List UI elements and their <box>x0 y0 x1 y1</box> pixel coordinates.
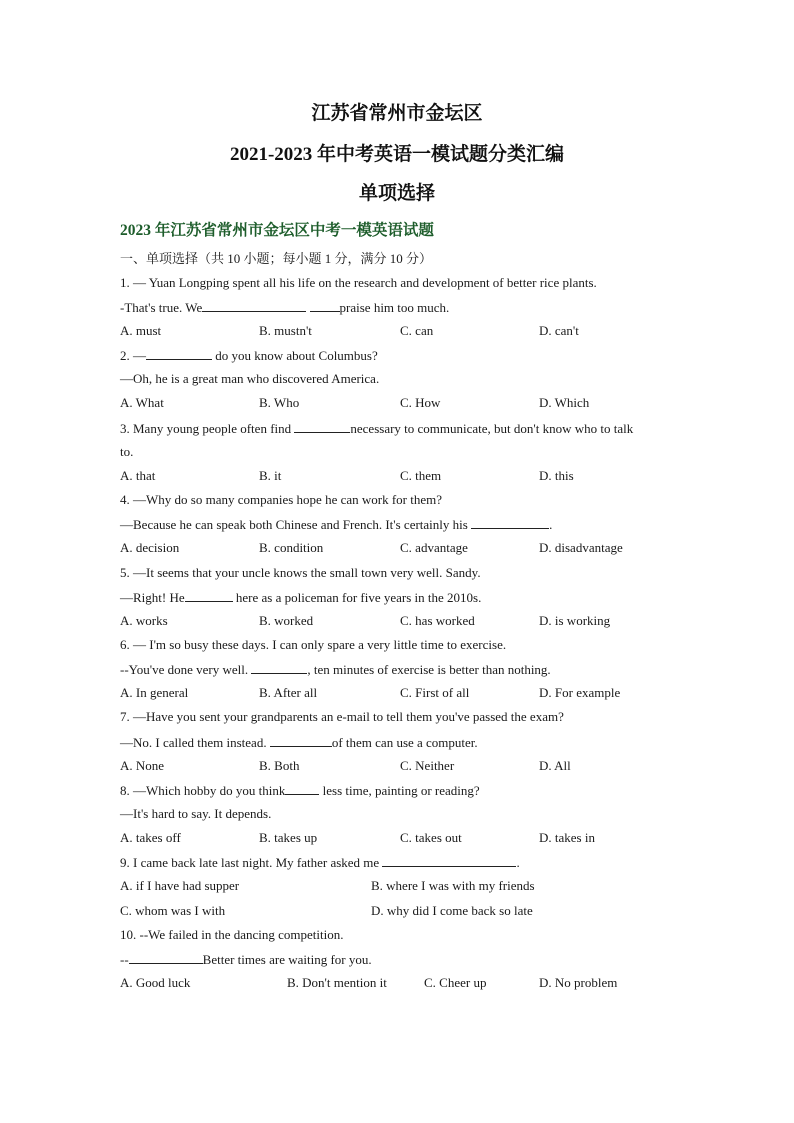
question-2-reply: —Oh, he is a great man who discovered America. <box>120 371 380 386</box>
option-b: B. Both <box>259 758 300 773</box>
question-1-reply-pre: -That's true. We <box>120 300 203 315</box>
title-region: 江苏省常州市金坛区 <box>311 103 483 124</box>
answer-blank <box>310 299 340 312</box>
option-b: B. where I was with my friends <box>371 878 535 893</box>
answer-blank <box>270 734 332 747</box>
question-5-reply <box>120 589 481 606</box>
question-9-stem <box>120 854 520 871</box>
answer-blank <box>471 516 549 529</box>
option-b: B. After all <box>259 685 318 700</box>
option-d: D. For example <box>539 685 621 700</box>
option-b: B. it <box>259 468 282 483</box>
question-7-reply <box>120 734 478 751</box>
option-c: C. First of all <box>400 685 470 700</box>
title-main: 2021-2023 年中考英语一模试题分类汇编 <box>229 144 565 165</box>
answer-blank <box>251 661 307 674</box>
question-10-stem: 10. --We failed in the dancing competition. <box>120 927 344 942</box>
option-a: A. must <box>120 323 162 338</box>
option-b: B. Who <box>259 395 300 410</box>
option-d: D. why did I come back so late <box>371 903 533 918</box>
question-4-post: . <box>549 517 553 532</box>
question-4-reply <box>120 516 552 533</box>
option-d: D. No problem <box>539 975 618 990</box>
answer-blank <box>285 782 319 795</box>
option-b: B. condition <box>259 540 324 555</box>
title-section: 单项选择 <box>358 183 435 204</box>
option-d: D. Which <box>539 395 590 410</box>
option-b: B. Don't mention it <box>287 975 387 990</box>
question-1-reply-post: praise him too much. <box>339 300 450 315</box>
question-5-pre: —Right! He <box>120 590 185 605</box>
question-3-cont: to. <box>120 444 134 459</box>
question-7-post: of them can use a computer. <box>331 735 478 750</box>
answer-blank <box>185 589 233 602</box>
option-d: D. can't <box>539 323 579 338</box>
option-a: A. None <box>120 758 165 773</box>
question-5-stem: 5. —It seems that your uncle knows the small town very well. Sandy. <box>120 565 481 580</box>
answer-blank <box>382 854 516 867</box>
option-a: A. takes off <box>120 830 181 845</box>
question-6-pre: --You've done very well. <box>120 662 252 677</box>
question-9-pre: 9. I came back late last night. My father asked me <box>120 855 383 870</box>
option-c: C. advantage <box>400 540 468 555</box>
question-10-post: Better times are waiting for you. <box>202 952 372 967</box>
option-c: C. takes out <box>400 830 462 845</box>
option-d: D. this <box>539 468 574 483</box>
question-4-stem: 4. —Why do so many companies hope he can work for them? <box>120 492 443 507</box>
question-10-reply <box>120 951 372 968</box>
question-2-post: do you know about Columbus? <box>212 348 378 363</box>
question-7-pre: —No. I called them instead. <box>120 735 270 750</box>
option-a: A. Good luck <box>120 975 191 990</box>
question-2-pre: 2. — <box>120 348 146 363</box>
option-b: B. mustn't <box>259 323 312 338</box>
option-d: D. disadvantage <box>539 540 623 555</box>
question-10-pre: -- <box>120 952 129 967</box>
question-1-reply <box>120 299 449 316</box>
question-6-reply <box>120 661 551 678</box>
option-a: A. if I have had supper <box>120 878 240 893</box>
question-3-post: necessary to communicate, but don't know who to talk <box>350 421 634 436</box>
question-6-post: , ten minutes of exercise is better than nothing. <box>307 662 551 677</box>
option-a: A. that <box>120 468 156 483</box>
option-c: C. Cheer up <box>424 975 487 990</box>
question-7-stem: 7. —Have you sent your grandparents an e-mail to tell them you've passed the exam? <box>120 709 564 724</box>
section-instruction: 一、单项选择（共 10 小题；每小题 1 分，满分 10 分） <box>120 251 433 266</box>
option-c: C. can <box>400 323 434 338</box>
answer-blank <box>129 951 203 964</box>
question-3-stem <box>120 420 633 437</box>
question-9-post: . <box>516 855 520 870</box>
option-c: C. has worked <box>400 613 475 628</box>
answer-blank <box>202 299 306 312</box>
option-b: B. worked <box>259 613 314 628</box>
question-6-stem: 6. — I'm so busy these days. I can only spare a very little time to exercise. <box>120 637 507 652</box>
option-b: B. takes up <box>259 830 318 845</box>
option-d: D. is working <box>539 613 611 628</box>
option-c: C. whom was I with <box>120 903 226 918</box>
question-2-stem <box>120 347 378 364</box>
question-8-pre: 8. —Which hobby do you think <box>120 783 286 798</box>
answer-blank <box>294 420 350 433</box>
question-8-post: less time, painting or reading? <box>319 783 480 798</box>
option-a: A. What <box>120 395 164 410</box>
option-c: C. them <box>400 468 442 483</box>
option-c: C. How <box>400 395 441 410</box>
option-d: D. All <box>539 758 571 773</box>
question-5-post: here as a policeman for five years in the 2010s. <box>232 590 482 605</box>
question-4-pre: —Because he can speak both Chinese and French. It's certainly his <box>120 517 472 532</box>
option-d: D. takes in <box>539 830 595 845</box>
answer-blank <box>146 347 212 360</box>
option-c: C. Neither <box>400 758 455 773</box>
option-a: A. In general <box>120 685 189 700</box>
question-1-stem: 1. — Yuan Longping spent all his life on the research and development of better rice plants. <box>120 275 597 290</box>
option-a: A. decision <box>120 540 180 555</box>
exam-title: 2023 年江苏省常州市金坛区中考一模英语试题 <box>120 222 434 239</box>
question-8-reply: —It's hard to say. It depends. <box>120 806 272 821</box>
option-a: A. works <box>120 613 168 628</box>
question-8-stem <box>120 782 480 799</box>
question-3-pre: 3. Many young people often find <box>120 421 295 436</box>
